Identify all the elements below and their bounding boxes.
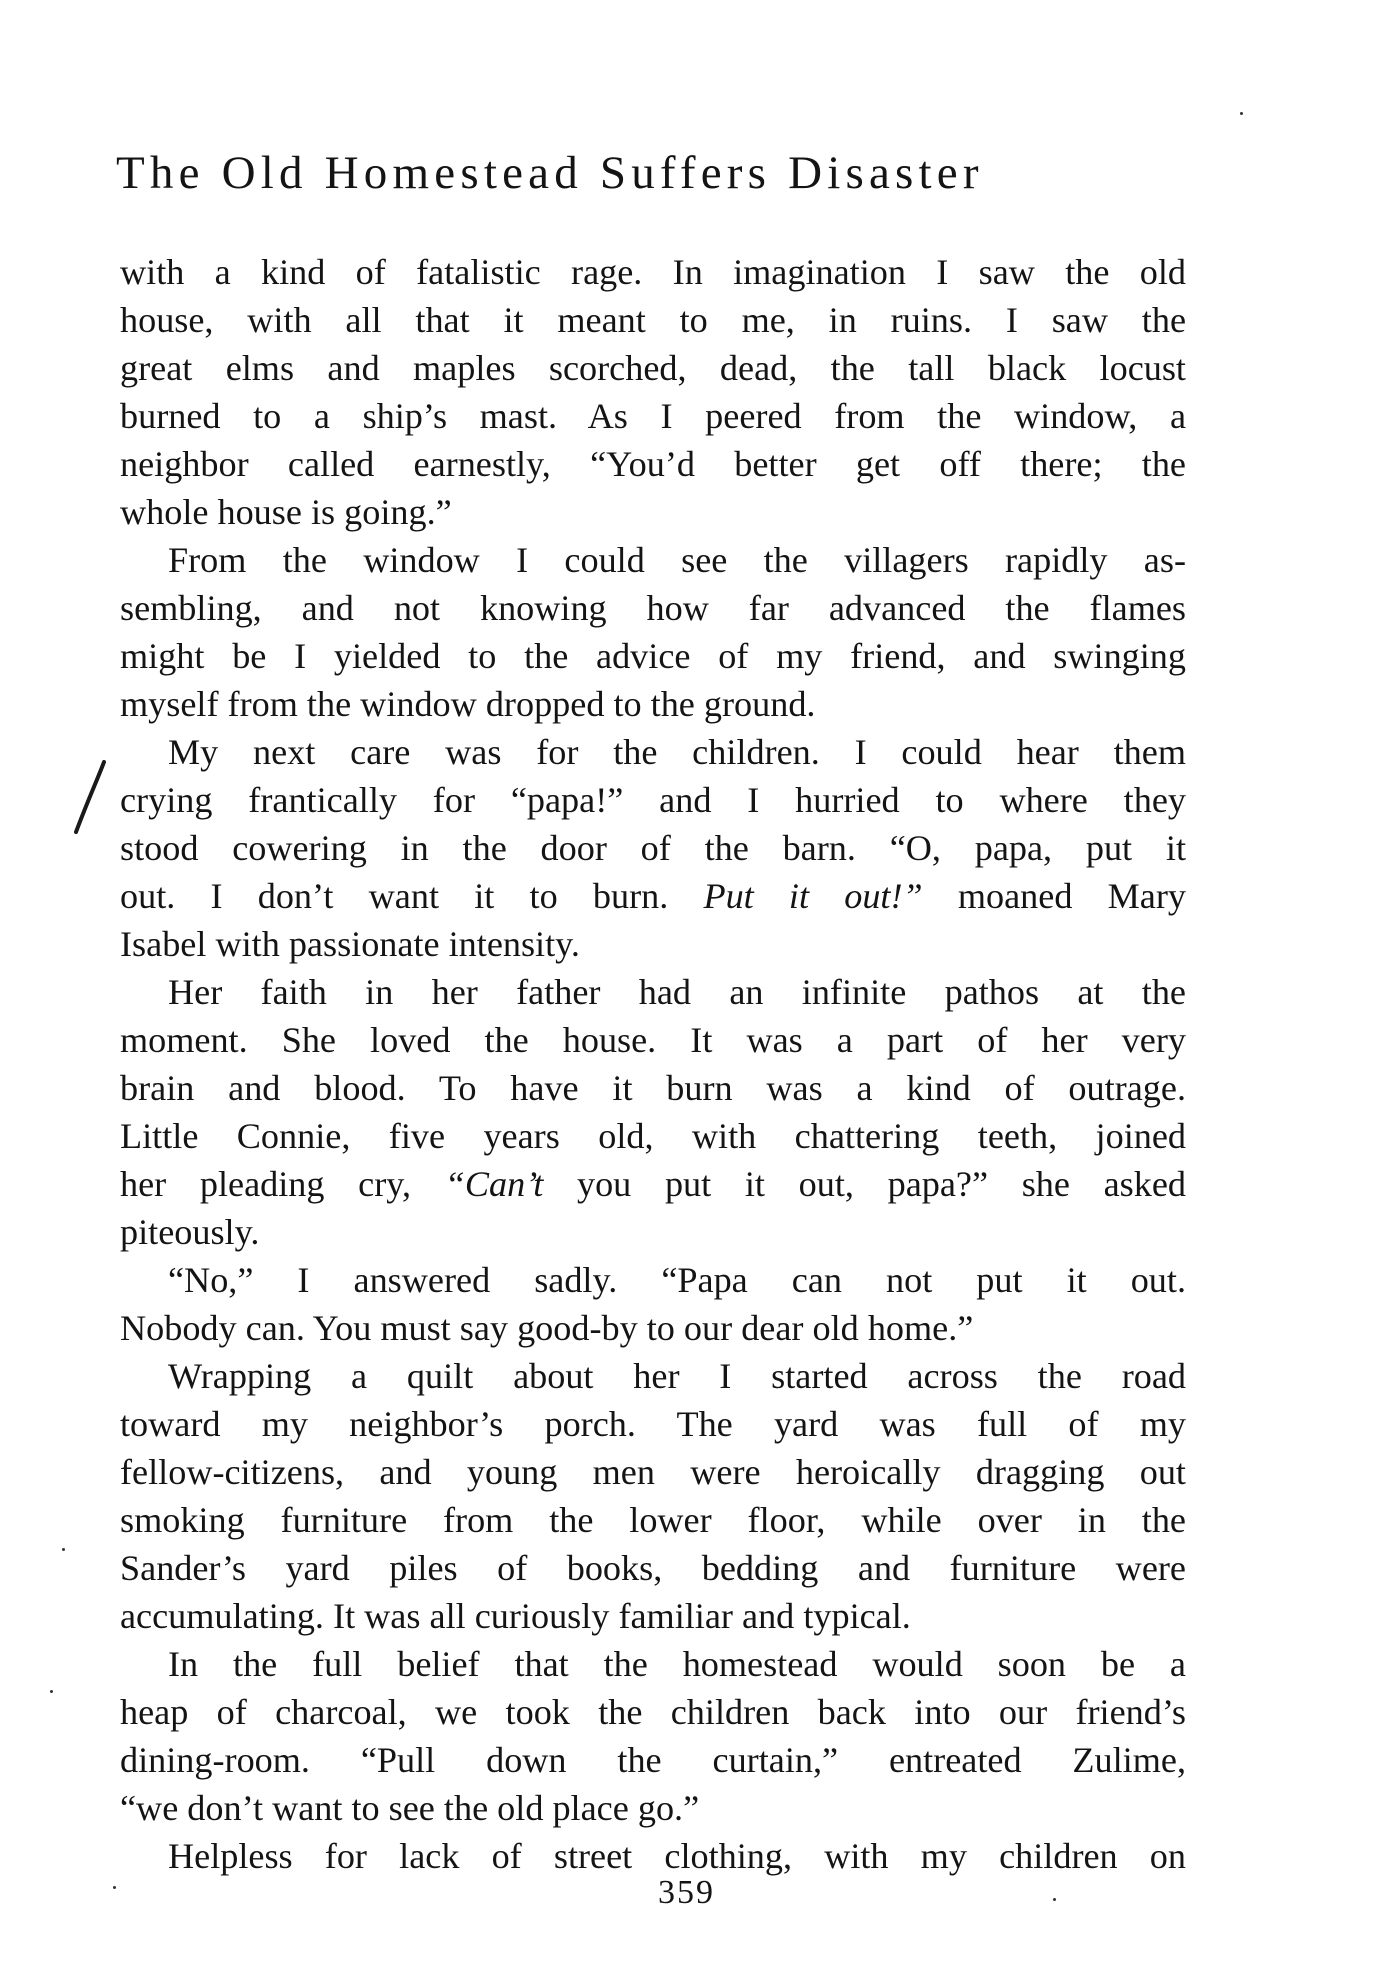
body-text [120,248,1186,1880]
paper-speck [113,1886,116,1889]
paragraph-3 [120,728,1186,968]
text-line: heap of charcoal, we took the children back into our friend’s [120,1692,1186,1732]
text-line: toward my neighbor’s porch. The yard was full of my [120,1404,1186,1444]
text-line: with a kind of fatalistic rage. In imagination I saw the old [120,252,1186,292]
text-line: great elms and maples scorched, dead, the tall black locust [120,348,1186,388]
text-line: In the full belief that the homestead would soon be a [168,1644,1186,1684]
text-line: burned to a ship’s mast. As I peered from the window, a [120,396,1186,436]
text-line: “No,” I answered sadly. “Papa can not put it out. [168,1260,1186,1300]
text-line: From the window I could see the villagers rapidly as- [168,540,1186,580]
paragraph-2 [120,536,1186,728]
paragraph-8 [120,1832,1186,1880]
text-line: neighbor called earnestly, “You’d better get off there; the [120,444,1186,484]
text-line: crying frantically for “papa!” and I hurried to where they [120,780,1186,820]
text-line: Helpless for lack of street clothing, with my children on [168,1836,1186,1876]
text-line: sembling, and not knowing how far advanced the flames [120,588,1186,628]
text-line: might be I yielded to the advice of my friend, and swinging [120,636,1186,676]
paper-speck [1053,1898,1056,1901]
text-line: smoking furniture from the lower floor, while over in the [120,1500,1186,1540]
paragraph-1 [120,248,1186,536]
text-line: Little Connie, five years old, with chattering teeth, joined [120,1116,1186,1156]
text-line: Sander’s yard piles of books, bedding and furniture were [120,1548,1186,1588]
text-line [120,1160,1186,1208]
text-line: Nobody can. You must say good-by to our dear old home.” [120,1308,974,1348]
italic-text: “Can’t [444,1164,544,1204]
text-line: stood cowering in the door of the barn. “O, papa, put it [120,828,1186,868]
paper-speck [62,1548,65,1551]
text-run: out. I don’t want it to burn. [120,876,669,916]
text-line: My next care was for the children. I could hear them [168,732,1186,772]
text-line: house, with all that it meant to me, in ruins. I saw the [120,300,1186,340]
text-line: Wrapping a quilt about her I started across the road [168,1356,1186,1396]
text-line: dining-room. “Pull down the curtain,” entreated Zulime, [120,1740,1186,1780]
text-line: Her faith in her father had an infinite pathos at the [168,972,1186,1012]
text-run: her pleading cry, [120,1164,412,1204]
text-line: moment. She loved the house. It was a part of her very [120,1020,1186,1060]
text-line: myself from the window dropped to the ground. [120,684,816,724]
text-line: brain and blood. To have it burn was a kind of outrage. [120,1068,1186,1108]
paragraph-6 [120,1352,1186,1640]
text-run: moaned Mary [957,876,1186,916]
text-run: you put it out, papa?” she asked [576,1164,1187,1204]
text-line: whole house is going.” [120,492,452,532]
text-line: accumulating. It was all curiously familiar and typical. [120,1596,911,1636]
paragraph-7 [120,1640,1186,1832]
text-line: Isabel with passionate intensity. [120,924,580,964]
paper-speck [50,1690,53,1693]
page-number: 359 [658,1874,715,1911]
paper-speck [1240,112,1243,115]
text-line: piteously. [120,1212,260,1252]
text-line: fellow-citizens, and young men were heroically dragging out [120,1452,1186,1492]
pencil-check-mark [70,758,110,838]
text-line: “we don’t want to see the old place go.” [120,1788,700,1828]
text-line [120,872,1186,920]
paragraph-5 [120,1256,1186,1352]
italic-text: Put it out!” [703,876,923,916]
paragraph-4 [120,968,1186,1256]
running-head: The Old Homestead Suffers Disaster [116,147,984,199]
